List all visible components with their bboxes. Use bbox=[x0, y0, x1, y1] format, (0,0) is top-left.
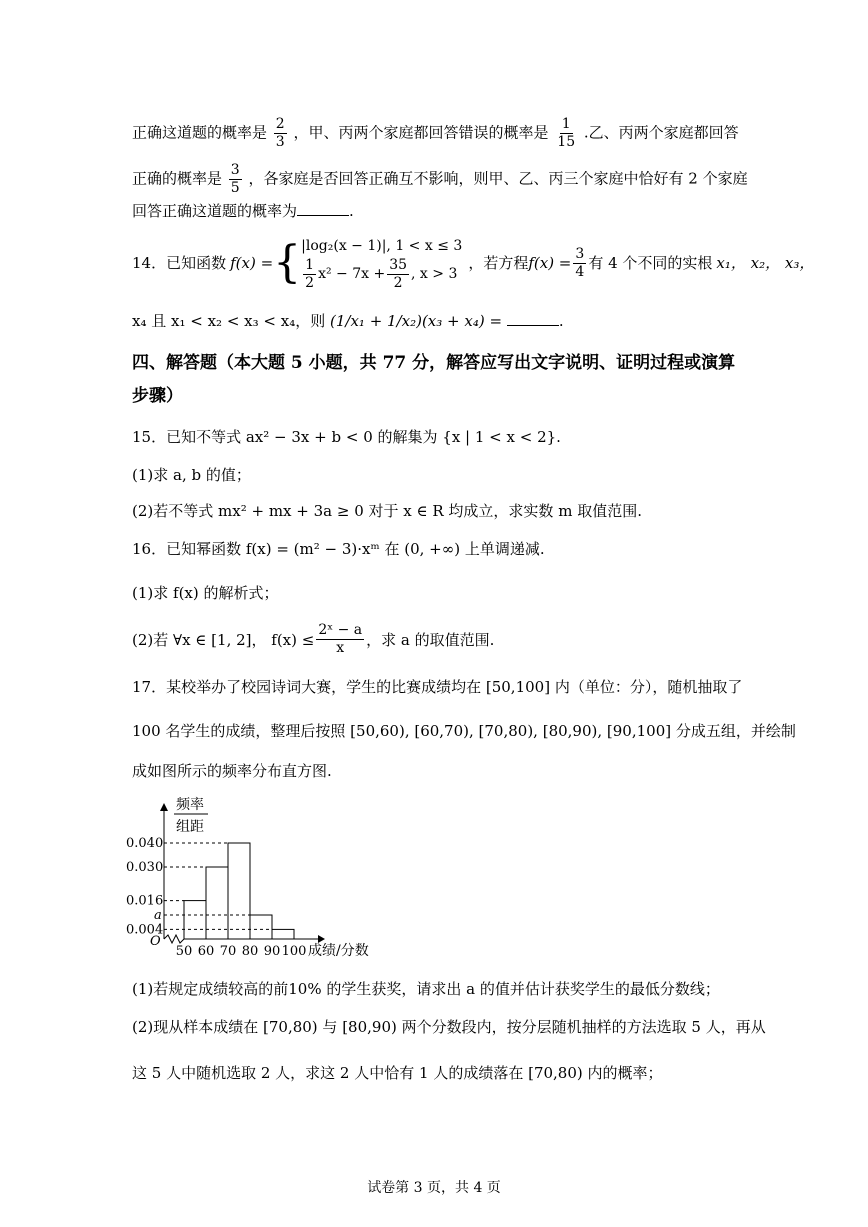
histogram-bar bbox=[272, 929, 294, 939]
page-footer: 试卷第 3 页，共 4 页 bbox=[367, 1180, 501, 1196]
fraction-q16 bbox=[316, 622, 364, 657]
axis-break bbox=[164, 935, 184, 943]
case-1: |log₂(x − 1)|, 1 < x ≤ 3 bbox=[301, 237, 463, 254]
fraction-3-4 bbox=[573, 246, 586, 281]
x-tick-label: 80 bbox=[241, 944, 259, 959]
case-2 bbox=[301, 257, 462, 292]
piecewise-brace: { bbox=[273, 237, 302, 288]
y-tick-label: 0.040 bbox=[126, 836, 164, 851]
x-tick-label: 60 bbox=[197, 944, 215, 959]
fraction-35-2 bbox=[387, 257, 409, 292]
q13-text: . bbox=[349, 202, 354, 220]
x-tick-label: 70 bbox=[219, 944, 237, 959]
fraction-1-15 bbox=[555, 116, 577, 151]
section-title-cont: 步骤） bbox=[132, 386, 183, 406]
case-2-text: , x > 3 bbox=[411, 266, 458, 282]
frac-num: 2ˣ − a bbox=[318, 622, 363, 638]
frac-num: 1 bbox=[305, 256, 315, 273]
q14-func: f(x) = bbox=[230, 254, 274, 272]
q13-text: 正确的概率是 bbox=[132, 169, 223, 188]
q16-part-2 bbox=[132, 622, 494, 657]
histogram-bar bbox=[184, 901, 206, 939]
q15-part-2: (2)若不等式 mx² + mx + 3a ≥ 0 对于 x ∈ R 均成立，求实数 m 取值范围. bbox=[132, 502, 642, 520]
q14-text: ，若方程 bbox=[468, 254, 529, 272]
q17-line-1: 17．某校举办了校园诗词大赛，学生的比赛成绩均在 [50,100] 内（单位：分），随机抽取了 bbox=[132, 678, 743, 696]
x-axis-arrow bbox=[318, 935, 325, 943]
q14-text: 有 4 个不同的实根 bbox=[588, 254, 713, 272]
frac-num: 3 bbox=[230, 162, 240, 178]
histogram-bar bbox=[206, 867, 228, 939]
q14-line-2 bbox=[132, 310, 564, 332]
histogram-bar bbox=[228, 843, 250, 939]
frac-num: 2 bbox=[275, 116, 285, 132]
frac-den: 4 bbox=[575, 263, 585, 280]
frequency-histogram bbox=[126, 793, 406, 968]
section-title: 四、解答题（本大题 5 小题，共 77 分，解答应写出文字说明、证明过程或演算 bbox=[132, 353, 736, 373]
q17-line-3: 成如图所示的频率分布直方图. bbox=[132, 762, 332, 780]
q17-part-2-cont: 这 5 人中随机选取 2 人，求这 2 人中恰有 1 人的成绩落在 [70,80) 内的概率； bbox=[132, 1064, 663, 1082]
q17-part-1: (1)若规定成绩较高的前10% 的学生获奖，请求出 a 的值并估计获奖学生的最低分数线； bbox=[132, 980, 720, 998]
y-tick-label: 0.030 bbox=[126, 860, 164, 875]
y-axis-arrow bbox=[160, 803, 168, 811]
fraction-2-3 bbox=[274, 116, 287, 151]
q14-expr: (1/x₁ + 1/x₂)(x₃ + x₄) = bbox=[330, 312, 503, 330]
q17-line-2: 100 名学生的成绩，整理后按照 [50,60), [60,70), [70,80), [80,90), [90,100] 分成五组，并绘制 bbox=[132, 722, 796, 740]
q15-part-1: (1)求 a, b 的值； bbox=[132, 466, 251, 484]
answer-blank[interactable] bbox=[297, 201, 349, 216]
frac-den: 15 bbox=[557, 134, 576, 150]
q14-eq: f(x) = bbox=[528, 254, 572, 272]
q13-text: 正确这道题的概率是 bbox=[132, 123, 268, 142]
frac-num: 35 bbox=[389, 256, 408, 273]
q16-part-1: (1)求 f(x) 的解析式； bbox=[132, 584, 279, 602]
frac-num: 1 bbox=[561, 116, 571, 132]
x-tick-label: 100 bbox=[281, 944, 307, 959]
frac-den: 5 bbox=[230, 180, 240, 196]
q13-line-2 bbox=[132, 162, 748, 197]
q16-text: (2)若 ∀x ∈ [1, 2]， f(x) ≤ bbox=[132, 630, 315, 649]
x-tick-label: 50 bbox=[175, 944, 193, 959]
q14-text: . bbox=[558, 312, 564, 330]
answer-blank[interactable] bbox=[507, 311, 559, 326]
origin-label: O bbox=[150, 934, 161, 949]
fraction-1-2 bbox=[303, 257, 316, 292]
piecewise-cases bbox=[301, 235, 462, 292]
frac-den: 2 bbox=[393, 274, 403, 291]
q13-text: 回答正确这道题的概率为 bbox=[132, 202, 298, 220]
q16-text: ，求 a 的取值范围. bbox=[366, 630, 495, 649]
y-label-numerator: 频率 bbox=[176, 797, 204, 813]
q13-line-3 bbox=[132, 200, 354, 222]
q13-text: ，各家庭是否回答正确互不影响，则甲、乙、丙三个家庭中恰好有 2 个家庭 bbox=[248, 169, 748, 188]
x-tick-label: 90 bbox=[263, 944, 281, 959]
y-label-denominator: 组距 bbox=[176, 819, 204, 835]
y-tick-label: 0.004 bbox=[126, 922, 164, 938]
fraction-3-5 bbox=[229, 162, 242, 197]
frac-den: 2 bbox=[305, 274, 315, 291]
q15-stem: 15．已知不等式 ax² − 3x + b < 0 的解集为 {x | 1 < x < 2}. bbox=[132, 428, 561, 446]
frac-den: x bbox=[336, 640, 345, 656]
q13-text: .乙、丙两个家庭都回答 bbox=[583, 123, 739, 142]
frac-num: 3 bbox=[575, 245, 585, 262]
q17-part-2: (2)现从样本成绩在 [70,80) 与 [80,90) 两个分数段内，按分层随机抽样的方法选取 5 人，再从 bbox=[132, 1018, 766, 1036]
q14-text: 14．已知函数 bbox=[132, 254, 227, 272]
case-2-text: x² − 7x + bbox=[318, 266, 386, 282]
histogram-bar bbox=[250, 915, 272, 939]
y-tick-label: a bbox=[154, 908, 162, 923]
q16-stem: 16．已知幂函数 f(x) = (m² − 3)·xᵐ 在 (0, +∞) 上单调递减. bbox=[132, 540, 545, 558]
frac-den: 3 bbox=[275, 134, 285, 150]
q14-line-1 bbox=[132, 232, 814, 294]
q14-roots: x₁， x₂， x₃， bbox=[716, 254, 815, 272]
q13-text: ，甲、丙两个家庭都回答错误的概率是 bbox=[293, 123, 549, 142]
q13-line-1 bbox=[132, 116, 739, 151]
y-tick-label: 0.016 bbox=[126, 893, 164, 909]
q14-text: x₄ 且 x₁ < x₂ < x₃ < x₄，则 bbox=[132, 312, 326, 330]
x-axis-label: 成绩/分数 bbox=[308, 943, 369, 959]
